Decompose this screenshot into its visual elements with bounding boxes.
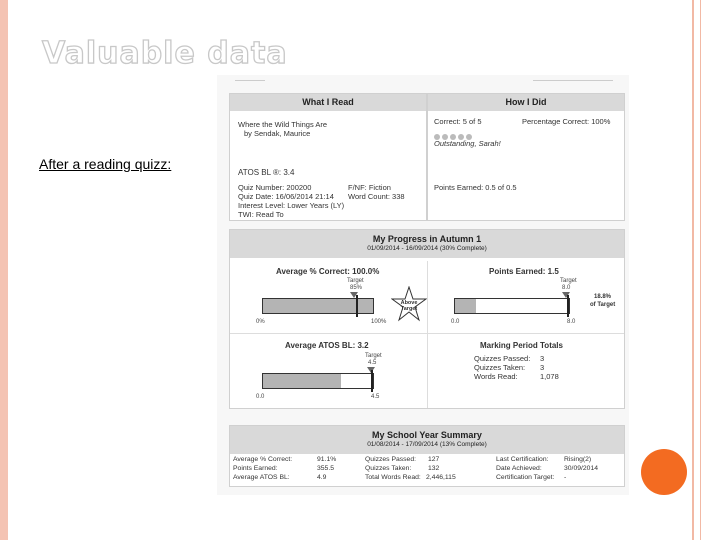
avg-atos-target-marker xyxy=(371,370,373,392)
summary-value: 4.9 xyxy=(317,474,327,481)
summary-value: - xyxy=(564,474,567,481)
left-decor-strip xyxy=(0,0,8,540)
avg-correct-title: Average % Correct: 100.0% xyxy=(276,267,380,276)
avg-atos-section xyxy=(230,333,428,408)
summary-label: Certification Target: xyxy=(496,474,555,481)
summary-title: My School Year Summary xyxy=(372,430,482,440)
summary-value: 355.5 xyxy=(317,465,335,472)
marking-row-label: Quizzes Passed: xyxy=(474,354,531,363)
marking-row-value: 3 xyxy=(540,363,545,372)
slide-bullet: After a reading quizz: xyxy=(39,156,172,172)
above-target-badge: Above Target xyxy=(400,300,418,312)
summary-panel xyxy=(229,425,625,487)
right-decor-frame xyxy=(692,0,720,540)
decorative-orange-circle xyxy=(641,449,687,495)
avg-correct-bar xyxy=(262,298,374,314)
avg-atos-fill xyxy=(263,374,341,388)
percentage-correct: Percentage Correct: 100% xyxy=(522,117,611,126)
summary-label: Points Earned: xyxy=(233,465,278,472)
quiz-number: Quiz Number: 200200 xyxy=(238,183,312,192)
summary-value: 127 xyxy=(428,456,440,463)
avg-atos-axis-min: 0.0 xyxy=(256,394,265,400)
summary-value: 2,446,115 xyxy=(426,474,456,481)
what-i-read-panel xyxy=(229,93,427,221)
summary-value: 132 xyxy=(428,465,440,472)
summary-label: Quizzes Passed: xyxy=(365,456,416,463)
avg-correct-target-label: Target xyxy=(347,278,364,284)
avg-correct-target-marker xyxy=(356,295,358,317)
progress-panel xyxy=(229,229,625,409)
points-section xyxy=(427,261,624,334)
marking-section xyxy=(427,333,624,408)
progress-header xyxy=(230,230,624,258)
points-axis-max: 8.0 xyxy=(567,319,576,325)
avg-correct-target-value: 85% xyxy=(350,285,363,291)
marking-row-value: 1,078 xyxy=(540,372,559,381)
summary-dates: 01/08/2014 - 17/09/2014 (13% Complete) xyxy=(367,441,487,448)
summary-value: Rising(2) xyxy=(564,456,592,463)
avg-atos-target-value: 4.5 xyxy=(368,360,377,366)
progress-title: My Progress in Autumn 1 xyxy=(372,234,482,244)
summary-header xyxy=(230,426,624,454)
slide-title: Valuable data xyxy=(42,36,288,71)
what-i-read-header: What I Read xyxy=(230,94,426,111)
fiction-type: F/NF: Fiction xyxy=(348,183,391,192)
points-bar xyxy=(454,298,570,314)
summary-label: Average % Correct: xyxy=(233,456,293,463)
quiz-date: Quiz Date: 16/06/2014 21:14 xyxy=(238,192,334,201)
progress-dates: 01/09/2014 - 16/09/2014 (30% Complete) xyxy=(367,245,487,252)
marking-row-value: 3 xyxy=(540,354,545,363)
avg-correct-axis-max: 100% xyxy=(371,319,387,325)
avg-atos-axis-max: 4.5 xyxy=(371,394,380,400)
avg-correct-section xyxy=(230,261,428,334)
points-target-value: 8.0 xyxy=(562,285,571,291)
avg-atos-target-label: Target xyxy=(365,353,382,359)
avg-atos-title: Average ATOS BL: 3.2 xyxy=(285,341,369,350)
points-title: Points Earned: 1.5 xyxy=(489,267,559,276)
how-i-did-panel xyxy=(427,93,625,221)
summary-value: 30/09/2014 xyxy=(564,465,599,472)
points-target-label: Target xyxy=(560,278,577,284)
marking-row-label: Quizzes Taken: xyxy=(474,363,526,372)
book-title: Where the Wild Things Are xyxy=(238,120,328,129)
teacher-comment: Outstanding, Sarah! xyxy=(434,139,501,148)
marking-row-label: Words Read: xyxy=(474,372,518,381)
how-i-did-header: How I Did xyxy=(428,94,624,111)
word-count: Word Count: 338 xyxy=(348,192,405,201)
correct-count: Correct: 5 of 5 xyxy=(434,117,482,126)
atos-level: ATOS BL ®: 3.4 xyxy=(238,168,295,177)
summary-label: Last Certification: xyxy=(496,456,549,463)
points-earned: Points Earned: 0.5 of 0.5 xyxy=(434,183,517,192)
points-fill xyxy=(455,299,476,313)
points-axis-min: 0.0 xyxy=(451,319,460,325)
avg-atos-bar xyxy=(262,373,374,389)
summary-label: Quizzes Taken: xyxy=(365,465,412,472)
summary-label: Date Achieved: xyxy=(496,465,542,472)
summary-label: Total Words Read: xyxy=(365,474,421,481)
report-image xyxy=(217,75,629,495)
interest-level: Interest Level: Lower Years (LY) xyxy=(238,201,345,210)
summary-value: 91.1% xyxy=(317,456,337,463)
report-topbar xyxy=(225,75,621,85)
points-target-marker xyxy=(567,295,569,317)
marking-title: Marking Period Totals xyxy=(480,341,563,350)
summary-label: Average ATOS BL: xyxy=(233,474,290,481)
book-author: by Sendak, Maurice xyxy=(244,129,311,138)
avg-correct-axis-min: 0% xyxy=(256,319,265,325)
points-pct-sub: of Target xyxy=(590,302,616,308)
points-pct-of-target: 18.8% xyxy=(594,294,612,300)
twi: TWI: Read To xyxy=(238,210,284,219)
